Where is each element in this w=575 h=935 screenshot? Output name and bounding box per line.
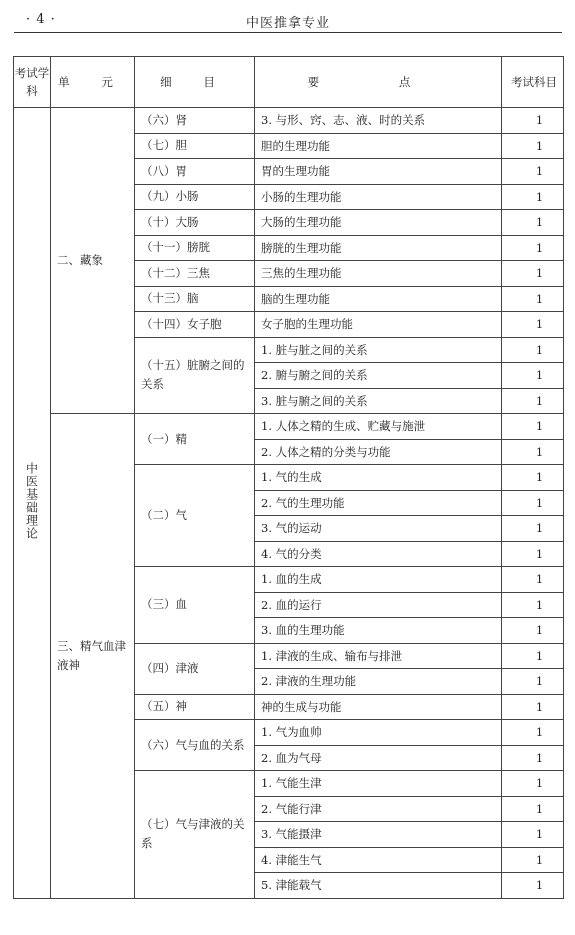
point-cell: 女子胞的生理功能	[255, 312, 502, 338]
category-cell: 1	[502, 312, 564, 338]
category-cell: 1	[502, 388, 564, 414]
item-cell: （十五）脏腑之间的关系	[135, 337, 255, 414]
point-cell: 2. 津液的生理功能	[255, 669, 502, 695]
point-cell: 5. 津能载气	[255, 873, 502, 899]
page-number: · 4 ·	[26, 12, 56, 27]
item-cell: （十）大肠	[135, 210, 255, 236]
subject-cell	[14, 108, 51, 899]
point-cell: 1. 脏与脏之间的关系	[255, 337, 502, 363]
category-cell: 1	[502, 337, 564, 363]
item-cell: （一）精	[135, 414, 255, 465]
point-cell: 1. 气为血帅	[255, 720, 502, 746]
point-cell: 1. 人体之精的生成、贮藏与施泄	[255, 414, 502, 440]
table-row	[14, 108, 564, 134]
point-cell: 2. 气的生理功能	[255, 490, 502, 516]
item-cell: （七）胆	[135, 133, 255, 159]
item-cell: （九）小肠	[135, 184, 255, 210]
point-cell: 2. 腑与腑之间的关系	[255, 363, 502, 389]
category-cell: 1	[502, 720, 564, 746]
category-cell: 1	[502, 184, 564, 210]
table-row	[14, 414, 564, 440]
item-cell: （十三）脑	[135, 286, 255, 312]
category-cell: 1	[502, 745, 564, 771]
point-cell: 3. 气的运动	[255, 516, 502, 542]
point-cell: 三焦的生理功能	[255, 261, 502, 287]
point-cell: 1. 气能生津	[255, 771, 502, 797]
category-cell: 1	[502, 592, 564, 618]
category-cell: 1	[502, 439, 564, 465]
item-cell: （六）气与血的关系	[135, 720, 255, 771]
category-cell: 1	[502, 694, 564, 720]
point-cell: 膀胱的生理功能	[255, 235, 502, 261]
point-cell: 4. 气的分类	[255, 541, 502, 567]
item-cell: （二）气	[135, 465, 255, 567]
category-cell: 1	[502, 261, 564, 287]
point-cell: 2. 气能行津	[255, 796, 502, 822]
header-item: 细 目	[135, 57, 255, 108]
syllabus-table	[13, 56, 564, 899]
category-cell: 1	[502, 235, 564, 261]
item-cell: （六）肾	[135, 108, 255, 134]
header-unit: 单 元	[51, 57, 135, 108]
header-subject: 考试学科	[14, 57, 51, 108]
category-cell: 1	[502, 414, 564, 440]
header-category: 考试科目	[502, 57, 564, 108]
category-cell: 1	[502, 108, 564, 134]
category-cell: 1	[502, 210, 564, 236]
category-cell: 1	[502, 618, 564, 644]
point-cell: 2. 血的运行	[255, 592, 502, 618]
point-cell: 3. 气能摄津	[255, 822, 502, 848]
category-cell: 1	[502, 796, 564, 822]
table-header-row	[14, 57, 564, 108]
item-cell: （十四）女子胞	[135, 312, 255, 338]
point-cell: 1. 血的生成	[255, 567, 502, 593]
point-cell: 2. 人体之精的分类与功能	[255, 439, 502, 465]
item-cell: （七）气与津液的关系	[135, 771, 255, 899]
item-cell: （四）津液	[135, 643, 255, 694]
point-cell: 3. 血的生理功能	[255, 618, 502, 644]
point-cell: 神的生成与功能	[255, 694, 502, 720]
subject-label: 中医基础理论	[24, 462, 39, 541]
category-cell: 1	[502, 873, 564, 899]
point-cell: 大肠的生理功能	[255, 210, 502, 236]
point-cell: 3. 脏与腑之间的关系	[255, 388, 502, 414]
point-cell: 胃的生理功能	[255, 159, 502, 185]
category-cell: 1	[502, 133, 564, 159]
category-cell: 1	[502, 465, 564, 491]
point-cell: 胆的生理功能	[255, 133, 502, 159]
point-cell: 脑的生理功能	[255, 286, 502, 312]
category-cell: 1	[502, 567, 564, 593]
point-cell: 1. 气的生成	[255, 465, 502, 491]
point-cell: 1. 津液的生成、输布与排泄	[255, 643, 502, 669]
category-cell: 1	[502, 847, 564, 873]
point-cell: 3. 与形、窍、志、液、时的关系	[255, 108, 502, 134]
category-cell: 1	[502, 516, 564, 542]
category-cell: 1	[502, 363, 564, 389]
page-header	[14, 10, 562, 33]
category-cell: 1	[502, 643, 564, 669]
table-body	[14, 108, 564, 899]
category-cell: 1	[502, 669, 564, 695]
item-cell: （十二）三焦	[135, 261, 255, 287]
item-cell: （五）神	[135, 694, 255, 720]
point-cell: 4. 津能生气	[255, 847, 502, 873]
item-cell: （三）血	[135, 567, 255, 644]
point-cell: 2. 血为气母	[255, 745, 502, 771]
item-cell: （八）胃	[135, 159, 255, 185]
header-point: 要 点	[255, 57, 502, 108]
category-cell: 1	[502, 822, 564, 848]
page-title: 中医推拿专业	[245, 16, 330, 31]
item-cell: （十一）膀胱	[135, 235, 255, 261]
category-cell: 1	[502, 159, 564, 185]
category-cell: 1	[502, 771, 564, 797]
point-cell: 小肠的生理功能	[255, 184, 502, 210]
unit-cell: 二、藏象	[51, 108, 135, 414]
category-cell: 1	[502, 541, 564, 567]
category-cell: 1	[502, 286, 564, 312]
unit-cell: 三、精气血津液神	[51, 414, 135, 899]
category-cell: 1	[502, 490, 564, 516]
